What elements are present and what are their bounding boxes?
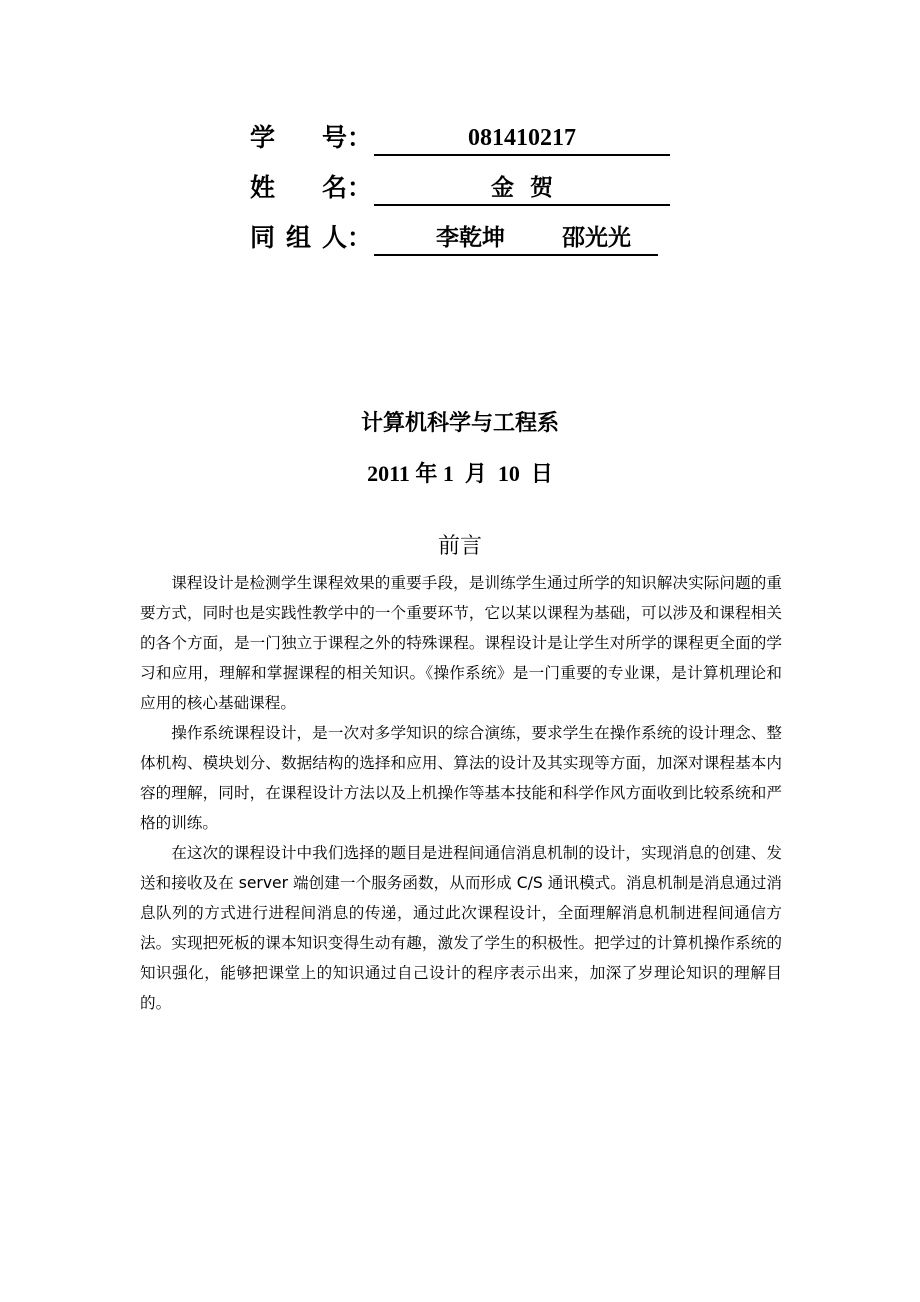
preface-paragraph: 操作系统课程设计，是一次对多学知识的综合演练，要求学生在操作系统的设计理念、整体机构、模块划分、数据结构的选择和应用、算法的设计及其实现等方面，加深对课程基本内容的理解，同时，在课程设计方法以及上机操作等基本技能和科学作风方面收到比较系统和严格的训练。 [140,724,782,832]
student-id-value: 081410217 [374,122,670,156]
preface-paragraph: 课程设计是检测学生课程效果的重要手段，是训练学生通过所学的知识解决实际问题的重要方式，同时也是实践性教学中的一个重要环节，它以某以课程为基础，可以涉及和课程相关的各个方面，是一门独立于课程之外的特殊课程。课程设计是让学生对所学的课程更全面的学习和应用，理解和掌握课程的相关知识。《操作系统》是一门重要的专业课，是计算机理论和应用的核心基础课程。 [140,574,782,712]
cover-date: 2011 年 1 月 10 日 [367,461,553,486]
name-row [250,168,690,218]
student-id-row [250,118,690,168]
cover-info-block [250,118,690,268]
department-name: 计算机科学与工程系 [360,411,559,436]
group-member-name: 邵光光 [562,225,631,251]
preface-body [140,568,782,1018]
student-id-label: 学 号： [250,123,372,152]
group-member-name: 李乾坤 [436,225,505,251]
name-value: 金 贺 [374,172,670,206]
preface-title: 前言 [437,534,482,559]
name-label: 姓 名： [250,173,372,202]
group-members-value [374,222,658,256]
group-members-label: 同 组 人： [250,223,372,252]
group-members-row [250,218,690,268]
preface-paragraph: 在这次的课程设计中我们选择的题目是进程间通信消息机制的设计，实现消息的创建、发送和接收及在 server 端创建一个服务函数，从而形成 C/S 通讯模式。消息机制是消息通过消息队列的方式进行进程间消息的传递，通过此次课程设计，全面理解消息机制进程间通信方法。实现把死板的课本知识变得生动有趣，激发了学生的积极性。把学过的计算机操作系统的知识强化，能够把课堂上的知识通过自己设计的程序表示出来，加深了岁理论知识的理解目的。 [140,844,782,1012]
